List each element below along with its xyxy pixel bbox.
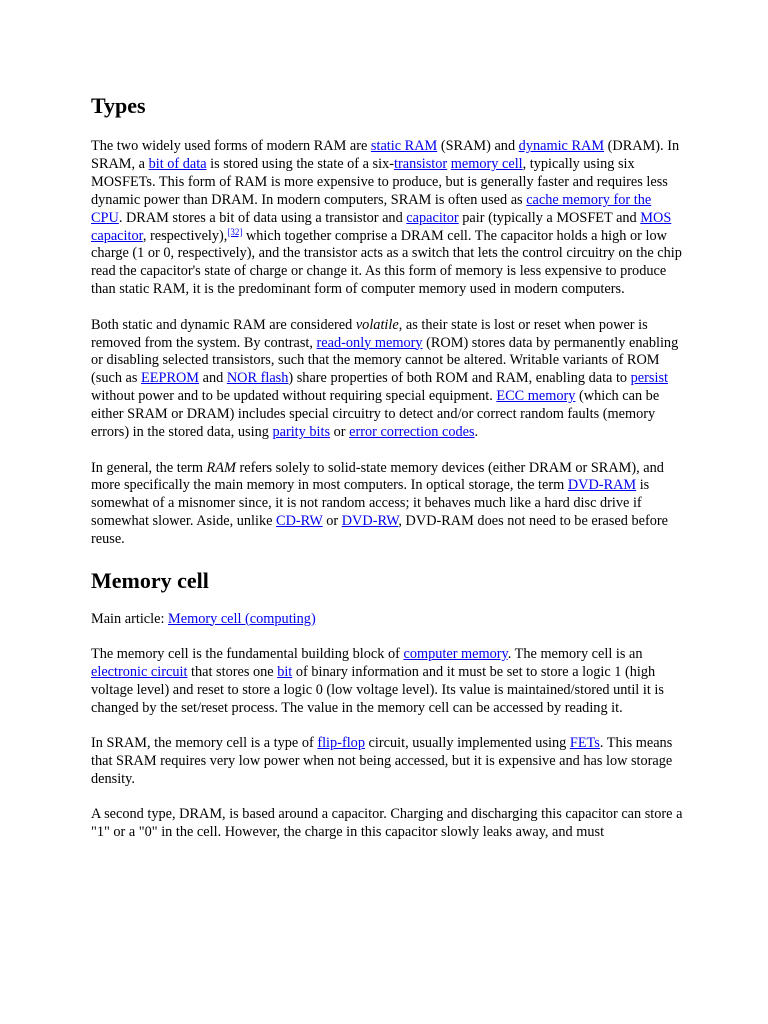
types-paragraph-3 bbox=[91, 460, 683, 550]
link-bit-of-data[interactable]: bit of data bbox=[148, 155, 207, 172]
link-computer-memory[interactable]: computer memory bbox=[403, 645, 508, 662]
link-cd-rw[interactable]: CD-RW bbox=[276, 513, 323, 530]
text: , respectively), bbox=[142, 227, 228, 244]
link-electronic-circuit[interactable]: electronic circuit bbox=[91, 663, 188, 680]
link-error-correction-codes[interactable]: error correction codes bbox=[349, 424, 475, 441]
emphasis-ram: RAM bbox=[206, 459, 236, 476]
text: The memory cell is the fundamental building block of bbox=[91, 645, 404, 662]
emphasis-volatile: volatile bbox=[355, 316, 399, 333]
text: In SRAM, the memory cell is a type of bbox=[91, 735, 318, 752]
text: that stores one bbox=[187, 663, 278, 680]
link-nor-flash[interactable]: NOR flash bbox=[226, 370, 289, 387]
main-article-note bbox=[91, 611, 683, 629]
link-persist[interactable]: persist bbox=[630, 370, 668, 387]
text: (ROM) stores data by permanently enabling or disabling selected transistors, such that the memory cannot be altered. Writable variants of ROM (such as bbox=[91, 334, 679, 387]
text: . DRAM stores a bit of data using a transistor and bbox=[118, 209, 407, 226]
link-transistor[interactable]: transistor bbox=[393, 155, 448, 172]
link-fets[interactable]: FETs bbox=[569, 735, 600, 752]
text: without power and to be updated without requiring special equipment. bbox=[91, 388, 497, 405]
text: The two widely used forms of modern RAM are bbox=[91, 138, 371, 154]
citation-32[interactable]: [32] bbox=[227, 226, 243, 237]
link-parity-bits[interactable]: parity bits bbox=[272, 424, 331, 441]
text: . bbox=[474, 424, 479, 441]
types-paragraph-1 bbox=[91, 138, 683, 299]
link-read-only-memory[interactable]: read-only memory bbox=[316, 334, 423, 351]
text: ) share properties of both ROM and RAM, enabling data to bbox=[288, 370, 631, 387]
text: , typically using six MOSFETs. This form of RAM is more expensive to produce, but is generally faster and requires less dynamic power than DRAM. In modern computers, SRAM is often used as bbox=[91, 155, 668, 208]
text: A second type, DRAM, is based around a capacitor. Charging and discharging this capacitor can store a "1" or a "0" in the cell. However, the charge in this capacitor slowly leaks away, and must bbox=[91, 806, 683, 841]
article-content bbox=[91, 92, 683, 860]
text: refers solely to solid-state memory devices (either DRAM or SRAM), and more specifically the main memory in most computers. In optical storage, the term bbox=[91, 459, 664, 494]
text: In general, the term bbox=[91, 459, 207, 476]
memory-cell-paragraph-1 bbox=[91, 646, 683, 718]
link-dvd-rw[interactable]: DVD-RW bbox=[341, 513, 399, 530]
link-ecc-memory[interactable]: ECC memory bbox=[496, 388, 576, 405]
link-dvd-ram[interactable]: DVD-RAM bbox=[567, 477, 637, 494]
link-dynamic-ram[interactable]: dynamic RAM bbox=[518, 138, 605, 154]
text: is somewhat of a misnomer since, it is not random access; it behaves much like a hard disc drive if somewhat slower. Aside, unlike bbox=[91, 477, 650, 530]
link-memory-cell[interactable]: memory cell bbox=[450, 155, 523, 172]
types-paragraph-2 bbox=[91, 317, 683, 442]
text: of binary information and it must be set to store a logic 1 (high voltage level) and reset to store a logic 0 (low voltage level). Its value is maintained/stored until it is changed by the set/reset process. The value in the memory cell can be accessed by reading it. bbox=[91, 663, 664, 716]
link-flip-flop[interactable]: flip-flop bbox=[317, 735, 365, 752]
main-article-label: Main article: bbox=[91, 610, 169, 627]
link-cache-memory[interactable]: cache memory for the CPU bbox=[91, 191, 652, 226]
link-mos-capacitor[interactable]: MOS capacitor bbox=[91, 209, 672, 244]
text: . This means that SRAM requires very low power when not being accessed, but it is expensive and has low storage density. bbox=[91, 735, 673, 787]
text: is stored using the state of a six- bbox=[206, 155, 394, 172]
text: . The memory cell is an bbox=[507, 645, 643, 662]
text: (SRAM) and bbox=[437, 138, 519, 154]
text: or bbox=[322, 513, 342, 530]
text: which together comprise a DRAM cell. The capacitor holds a high or low charge (1 or 0, respectively), and the transistor acts as a switch that lets the control circuitry on the chip read the capacitor's state of charge or change it. As this form of memory is less expensive to produce than static RAM, it is the predominant form of computer memory used in modern computers. bbox=[91, 227, 682, 298]
text: pair (typically a MOSFET and bbox=[458, 209, 641, 226]
text: and bbox=[199, 370, 227, 387]
text: (which can be either SRAM or DRAM) includes special circuitry to detect and/or correct random faults (memory errors) in the stored data, using bbox=[91, 388, 660, 441]
text: , as their state is lost or reset when power is removed from the system. By contrast, bbox=[91, 316, 648, 351]
text: circuit, usually implemented using bbox=[364, 735, 570, 752]
link-static-ram[interactable]: static RAM bbox=[370, 138, 438, 154]
memory-cell-paragraph-2 bbox=[91, 735, 683, 789]
text: (DRAM). In SRAM, a bbox=[91, 138, 680, 172]
link-bit[interactable]: bit bbox=[277, 663, 293, 680]
text: Both static and dynamic RAM are considered bbox=[91, 316, 356, 333]
text: or bbox=[330, 424, 350, 441]
text: , DVD-RAM does not need to be erased before reuse. bbox=[91, 513, 668, 548]
section-heading-types: Types bbox=[91, 93, 146, 118]
section-heading-memory-cell: Memory cell bbox=[91, 567, 209, 593]
link-capacitor[interactable]: capacitor bbox=[406, 209, 459, 226]
memory-cell-paragraph-3 bbox=[91, 806, 683, 842]
link-eeprom[interactable]: EEPROM bbox=[141, 370, 200, 387]
link-memory-cell-computing[interactable]: Memory cell (computing) bbox=[168, 610, 316, 627]
